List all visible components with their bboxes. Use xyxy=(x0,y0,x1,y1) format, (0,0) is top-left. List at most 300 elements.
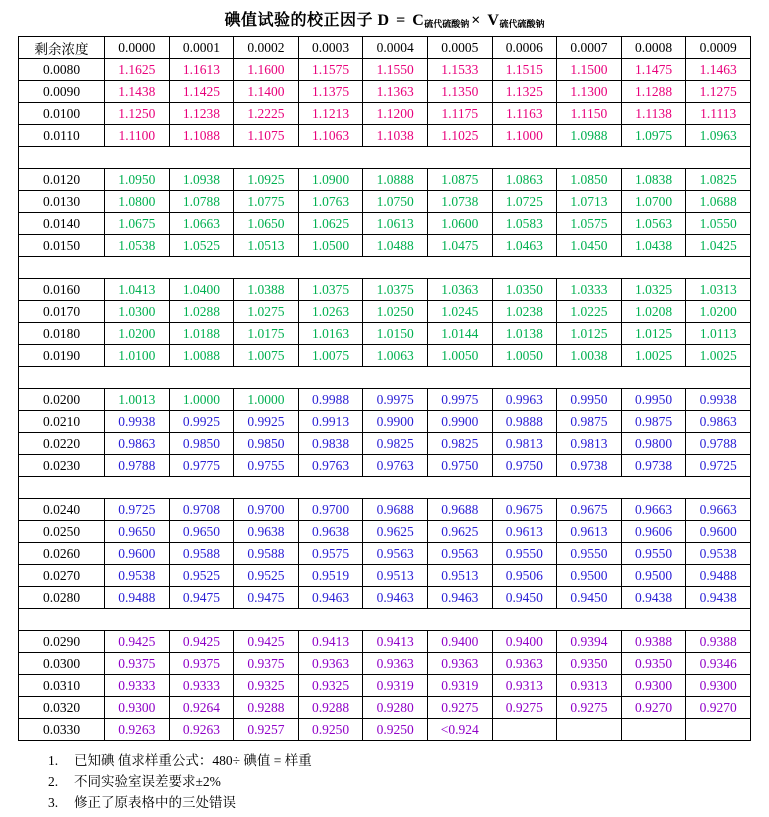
table-cell: 1.0200 xyxy=(105,323,170,345)
table-cell: 1.1213 xyxy=(298,103,363,125)
table-row xyxy=(19,125,751,147)
table-cell: 1.1288 xyxy=(621,81,686,103)
title-times-symbol: × xyxy=(471,12,481,29)
table-cell: 0.9613 xyxy=(492,521,557,543)
table-cell: 0.9538 xyxy=(686,543,751,565)
table-cell: 0.9375 xyxy=(234,653,299,675)
table-cell: 1.0100 xyxy=(105,345,170,367)
table-cell: 0.9725 xyxy=(105,499,170,521)
table-cell: 0.9413 xyxy=(363,631,428,653)
table-cell: 0.9275 xyxy=(427,697,492,719)
table-corner-header: 剩余浓度 xyxy=(19,37,105,59)
table-cell: 0.9663 xyxy=(621,499,686,521)
table-cell: 0.9925 xyxy=(169,411,234,433)
table-cell: 1.0025 xyxy=(621,345,686,367)
table-cell: 0.9650 xyxy=(169,521,234,543)
table-cell: 1.1350 xyxy=(427,81,492,103)
table-cell: 1.1088 xyxy=(169,125,234,147)
table-cell: 0.9925 xyxy=(234,411,299,433)
table-cell: 0.9363 xyxy=(492,653,557,675)
table-cell: 0.9538 xyxy=(105,565,170,587)
table-cell: 0.9250 xyxy=(298,719,363,741)
table-cell: 0.9700 xyxy=(234,499,299,521)
table-cell: 1.0175 xyxy=(234,323,299,345)
table-cell: 0.9888 xyxy=(492,411,557,433)
title-main-text: 碘值试验的校正因子 D xyxy=(224,12,395,29)
table-cell: 0.9838 xyxy=(298,433,363,455)
table-row xyxy=(19,279,751,301)
table-cell: 1.0413 xyxy=(105,279,170,301)
table-cell: 0.9825 xyxy=(427,433,492,455)
table-cell: 1.0325 xyxy=(621,279,686,301)
note-item xyxy=(48,771,751,792)
table-cell: 0.9500 xyxy=(621,565,686,587)
table-cell: 1.0375 xyxy=(298,279,363,301)
note-number: 3. xyxy=(48,795,59,810)
row-header: 0.0240 xyxy=(19,499,105,521)
table-cell: <0.924 xyxy=(427,719,492,741)
table-cell: 0.9563 xyxy=(427,543,492,565)
table-cell: 1.0425 xyxy=(686,235,751,257)
correction-factor-table xyxy=(18,36,751,741)
table-cell: 1.1038 xyxy=(363,125,428,147)
table-cell: 0.9825 xyxy=(363,433,428,455)
row-header: 0.0260 xyxy=(19,543,105,565)
table-cell: 0.9663 xyxy=(686,499,751,521)
table-cell: 0.9688 xyxy=(363,499,428,521)
row-header: 0.0170 xyxy=(19,301,105,323)
table-cell: 1.0525 xyxy=(169,235,234,257)
table-cell: 0.9813 xyxy=(557,433,622,455)
column-header: 0.0005 xyxy=(427,37,492,59)
title-c-symbol: C xyxy=(412,12,425,29)
table-row xyxy=(19,433,751,455)
table-cell: 1.0938 xyxy=(169,169,234,191)
table-cell: 1.0825 xyxy=(686,169,751,191)
table-cell: 1.0750 xyxy=(363,191,428,213)
table-cell: 0.9425 xyxy=(105,631,170,653)
table-header-row xyxy=(19,37,751,59)
table-cell: 0.9725 xyxy=(686,455,751,477)
table-cell: 0.9463 xyxy=(298,587,363,609)
table-cell: 1.0050 xyxy=(492,345,557,367)
row-header: 0.0140 xyxy=(19,213,105,235)
table-cell xyxy=(557,719,622,741)
table-cell: 0.9363 xyxy=(363,653,428,675)
table-cell: 1.1463 xyxy=(686,59,751,81)
table-cell: 1.0738 xyxy=(427,191,492,213)
table-cell: 0.9763 xyxy=(298,455,363,477)
table-cell: 0.9550 xyxy=(492,543,557,565)
title-v-symbol: V xyxy=(487,12,500,29)
table-group-spacer-cell xyxy=(19,609,751,631)
table-cell: 1.0050 xyxy=(427,345,492,367)
table-cell: 0.9350 xyxy=(621,653,686,675)
table-cell: 1.0550 xyxy=(686,213,751,235)
table-cell: 0.9400 xyxy=(492,631,557,653)
table-cell: 0.9463 xyxy=(427,587,492,609)
table-row xyxy=(19,631,751,653)
table-cell: 0.9250 xyxy=(363,719,428,741)
table-cell: 0.9763 xyxy=(363,455,428,477)
table-cell: 1.0200 xyxy=(686,301,751,323)
table-cell xyxy=(686,719,751,741)
table-cell: 1.1238 xyxy=(169,103,234,125)
table-cell: 0.9900 xyxy=(427,411,492,433)
table-cell: 1.1363 xyxy=(363,81,428,103)
table-cell: 0.9600 xyxy=(105,543,170,565)
table-cell: 1.0650 xyxy=(234,213,299,235)
table-cell: 0.9263 xyxy=(105,719,170,741)
table-group-spacer xyxy=(19,257,751,279)
table-header xyxy=(19,37,751,59)
table-cell: 0.9606 xyxy=(621,521,686,543)
table-cell: 0.9788 xyxy=(686,433,751,455)
row-header: 0.0110 xyxy=(19,125,105,147)
table-row xyxy=(19,565,751,587)
table-cell: 1.1000 xyxy=(492,125,557,147)
table-cell: 0.9394 xyxy=(557,631,622,653)
table-cell: 0.9863 xyxy=(686,411,751,433)
table-cell: 1.0288 xyxy=(169,301,234,323)
table-cell: 0.9450 xyxy=(557,587,622,609)
table-cell: 0.9588 xyxy=(169,543,234,565)
table-cell: 0.9325 xyxy=(298,675,363,697)
table-cell: 1.1025 xyxy=(427,125,492,147)
row-header: 0.0150 xyxy=(19,235,105,257)
table-cell: 1.0245 xyxy=(427,301,492,323)
table-cell: 1.0763 xyxy=(298,191,363,213)
table-cell: 0.9333 xyxy=(169,675,234,697)
table-cell: 0.9513 xyxy=(363,565,428,587)
table-cell: 1.0950 xyxy=(105,169,170,191)
notes-list xyxy=(48,750,751,813)
table-cell: 0.9325 xyxy=(234,675,299,697)
table-cell: 1.0333 xyxy=(557,279,622,301)
table-cell: 0.9400 xyxy=(427,631,492,653)
row-header: 0.0230 xyxy=(19,455,105,477)
table-cell: 1.0500 xyxy=(298,235,363,257)
table-group-spacer xyxy=(19,367,751,389)
table-cell: 1.0488 xyxy=(363,235,428,257)
table-cell: 1.0063 xyxy=(363,345,428,367)
table-row xyxy=(19,81,751,103)
table-group-spacer-cell xyxy=(19,477,751,499)
table-cell: 0.9425 xyxy=(169,631,234,653)
table-cell: 0.9300 xyxy=(686,675,751,697)
table-cell: 1.0363 xyxy=(427,279,492,301)
title-c-subscript: 硫代硫酸钠 xyxy=(424,19,470,29)
table-cell: 1.0138 xyxy=(492,323,557,345)
row-header: 0.0100 xyxy=(19,103,105,125)
table-cell: 1.1063 xyxy=(298,125,363,147)
note-item xyxy=(48,750,751,771)
table-cell: 0.9319 xyxy=(427,675,492,697)
row-header: 0.0250 xyxy=(19,521,105,543)
table-cell: 1.0125 xyxy=(557,323,622,345)
row-header: 0.0080 xyxy=(19,59,105,81)
table-cell: 1.0375 xyxy=(363,279,428,301)
table-cell: 0.9750 xyxy=(492,455,557,477)
table-cell: 1.0113 xyxy=(686,323,751,345)
table-cell: 1.0013 xyxy=(105,389,170,411)
table-cell: 1.0025 xyxy=(686,345,751,367)
table-cell: 0.9875 xyxy=(557,411,622,433)
row-header: 0.0200 xyxy=(19,389,105,411)
table-cell: 1.0225 xyxy=(557,301,622,323)
column-header: 0.0004 xyxy=(363,37,428,59)
table-cell: 0.9463 xyxy=(363,587,428,609)
table-cell: 0.9425 xyxy=(234,631,299,653)
table-cell: 1.1515 xyxy=(492,59,557,81)
table-cell: 0.9333 xyxy=(105,675,170,697)
table-cell: 1.0350 xyxy=(492,279,557,301)
table-cell: 0.9280 xyxy=(363,697,428,719)
table-cell: 0.9550 xyxy=(557,543,622,565)
table-cell xyxy=(492,719,557,741)
table-cell: 1.0513 xyxy=(234,235,299,257)
table-cell: 1.0875 xyxy=(427,169,492,191)
column-header: 0.0003 xyxy=(298,37,363,59)
table-cell: 1.0000 xyxy=(234,389,299,411)
row-header: 0.0160 xyxy=(19,279,105,301)
table-cell: 0.9270 xyxy=(621,697,686,719)
table-cell: 1.0963 xyxy=(686,125,751,147)
table-cell: 1.1175 xyxy=(427,103,492,125)
table-cell: 0.9363 xyxy=(427,653,492,675)
table-row xyxy=(19,543,751,565)
table-cell: 0.9638 xyxy=(298,521,363,543)
table-cell: 0.9913 xyxy=(298,411,363,433)
table-cell: 0.9755 xyxy=(234,455,299,477)
table-cell: 1.0125 xyxy=(621,323,686,345)
table-group-spacer xyxy=(19,147,751,169)
table-cell: 0.9950 xyxy=(621,389,686,411)
table-cell: 0.9900 xyxy=(363,411,428,433)
note-number: 2. xyxy=(48,774,59,789)
table-cell: 0.9475 xyxy=(169,587,234,609)
table-cell: 0.9288 xyxy=(234,697,299,719)
table-cell: 1.2225 xyxy=(234,103,299,125)
column-header: 0.0007 xyxy=(557,37,622,59)
table-cell: 1.0538 xyxy=(105,235,170,257)
table-cell: 1.0988 xyxy=(557,125,622,147)
row-header: 0.0190 xyxy=(19,345,105,367)
table-cell: 0.9700 xyxy=(298,499,363,521)
table-cell: 0.9488 xyxy=(686,565,751,587)
table-cell: 0.9313 xyxy=(557,675,622,697)
table-cell: 0.9519 xyxy=(298,565,363,587)
table-cell: 1.1575 xyxy=(298,59,363,81)
table-cell: 0.9675 xyxy=(557,499,622,521)
table-cell: 0.9975 xyxy=(427,389,492,411)
column-header: 0.0002 xyxy=(234,37,299,59)
table-cell: 0.9938 xyxy=(686,389,751,411)
table-cell: 1.1113 xyxy=(686,103,751,125)
row-header: 0.0220 xyxy=(19,433,105,455)
table-cell: 0.9988 xyxy=(298,389,363,411)
table-cell: 0.9650 xyxy=(105,521,170,543)
table-cell: 0.9600 xyxy=(686,521,751,543)
table-cell: 1.0613 xyxy=(363,213,428,235)
column-header: 0.0009 xyxy=(686,37,751,59)
table-cell: 1.0263 xyxy=(298,301,363,323)
note-text: 不同实验室误差要求±2% xyxy=(74,774,221,789)
table-cell: 0.9313 xyxy=(492,675,557,697)
table-cell: 0.9275 xyxy=(492,697,557,719)
table-cell: 1.1500 xyxy=(557,59,622,81)
row-header: 0.0120 xyxy=(19,169,105,191)
table-cell: 0.9488 xyxy=(105,587,170,609)
table-cell: 0.9346 xyxy=(686,653,751,675)
table-cell: 1.0888 xyxy=(363,169,428,191)
table-cell: 1.1475 xyxy=(621,59,686,81)
table-cell: 0.9375 xyxy=(105,653,170,675)
table-cell: 1.0600 xyxy=(427,213,492,235)
table-cell: 1.0625 xyxy=(298,213,363,235)
table-cell: 1.0438 xyxy=(621,235,686,257)
column-header: 0.0001 xyxy=(169,37,234,59)
row-header: 0.0280 xyxy=(19,587,105,609)
column-header: 0.0006 xyxy=(492,37,557,59)
title-v-subscript: 硫代硫酸钠 xyxy=(499,19,545,29)
table-cell: 0.9263 xyxy=(169,719,234,741)
table-row xyxy=(19,411,751,433)
table-cell: 1.1200 xyxy=(363,103,428,125)
table-cell: 1.1533 xyxy=(427,59,492,81)
table-cell: 0.9388 xyxy=(686,631,751,653)
table-row xyxy=(19,235,751,257)
column-header: 0.0000 xyxy=(105,37,170,59)
table-cell: 0.9513 xyxy=(427,565,492,587)
note-number: 1. xyxy=(48,753,59,768)
table-cell: 1.0388 xyxy=(234,279,299,301)
table-cell: 1.0688 xyxy=(686,191,751,213)
table-cell: 1.1250 xyxy=(105,103,170,125)
table-cell: 1.0788 xyxy=(169,191,234,213)
table-cell: 1.0663 xyxy=(169,213,234,235)
table-cell: 1.0275 xyxy=(234,301,299,323)
table-cell: 0.9750 xyxy=(427,455,492,477)
table-cell: 1.0713 xyxy=(557,191,622,213)
table-cell: 1.0313 xyxy=(686,279,751,301)
table-row xyxy=(19,675,751,697)
table-cell: 0.9863 xyxy=(105,433,170,455)
table-cell: 0.9875 xyxy=(621,411,686,433)
table-cell: 1.0300 xyxy=(105,301,170,323)
table-cell: 0.9300 xyxy=(105,697,170,719)
table-row xyxy=(19,345,751,367)
table-cell: 0.9475 xyxy=(234,587,299,609)
table-cell: 1.1300 xyxy=(557,81,622,103)
table-cell: 0.9450 xyxy=(492,587,557,609)
title-equals: = xyxy=(396,12,406,29)
note-text: 修正了原表格中的三处错误 xyxy=(74,795,236,810)
table-cell: 1.1425 xyxy=(169,81,234,103)
table-cell: 1.0450 xyxy=(557,235,622,257)
table-cell: 1.0850 xyxy=(557,169,622,191)
row-header: 0.0180 xyxy=(19,323,105,345)
table-cell: 1.0475 xyxy=(427,235,492,257)
table-cell: 0.9738 xyxy=(557,455,622,477)
table-row xyxy=(19,697,751,719)
table-cell: 0.9963 xyxy=(492,389,557,411)
page-title xyxy=(18,0,751,36)
table-cell: 1.0038 xyxy=(557,345,622,367)
table-cell: 1.0800 xyxy=(105,191,170,213)
table-cell: 0.9850 xyxy=(169,433,234,455)
table-row xyxy=(19,169,751,191)
table-cell: 0.9388 xyxy=(621,631,686,653)
table-cell: 0.9375 xyxy=(169,653,234,675)
table-cell xyxy=(621,719,686,741)
row-header: 0.0270 xyxy=(19,565,105,587)
table-cell: 0.9275 xyxy=(557,697,622,719)
table-cell: 1.0575 xyxy=(557,213,622,235)
table-cell: 0.9350 xyxy=(557,653,622,675)
table-row xyxy=(19,653,751,675)
table-cell: 0.9813 xyxy=(492,433,557,455)
table-cell: 1.0463 xyxy=(492,235,557,257)
table-cell: 0.9257 xyxy=(234,719,299,741)
table-row xyxy=(19,521,751,543)
table-cell: 0.9319 xyxy=(363,675,428,697)
table-cell: 0.9708 xyxy=(169,499,234,521)
table-cell: 0.9625 xyxy=(427,521,492,543)
table-cell: 0.9738 xyxy=(621,455,686,477)
table-cell: 1.1100 xyxy=(105,125,170,147)
table-cell: 0.9270 xyxy=(686,697,751,719)
table-cell: 1.0725 xyxy=(492,191,557,213)
table-cell: 1.1438 xyxy=(105,81,170,103)
table-cell: 1.0900 xyxy=(298,169,363,191)
table-cell: 0.9525 xyxy=(169,565,234,587)
table-row xyxy=(19,103,751,125)
table-cell: 0.9550 xyxy=(621,543,686,565)
table-cell: 1.0700 xyxy=(621,191,686,213)
table-cell: 0.9775 xyxy=(169,455,234,477)
table-group-spacer-cell xyxy=(19,257,751,279)
note-text: 已知碘 值求样重公式：480÷ 碘值 = 样重 xyxy=(74,753,312,768)
table-cell: 1.0675 xyxy=(105,213,170,235)
table-cell: 0.9625 xyxy=(363,521,428,543)
row-header: 0.0290 xyxy=(19,631,105,653)
table-cell: 1.1600 xyxy=(234,59,299,81)
column-header: 0.0008 xyxy=(621,37,686,59)
table-cell: 1.0563 xyxy=(621,213,686,235)
row-header: 0.0320 xyxy=(19,697,105,719)
table-row xyxy=(19,59,751,81)
table-cell: 0.9438 xyxy=(686,587,751,609)
table-cell: 0.9438 xyxy=(621,587,686,609)
table-cell: 1.1325 xyxy=(492,81,557,103)
table-cell: 1.0144 xyxy=(427,323,492,345)
table-cell: 0.9264 xyxy=(169,697,234,719)
table-group-spacer xyxy=(19,609,751,631)
table-cell: 0.9525 xyxy=(234,565,299,587)
table-cell: 1.1375 xyxy=(298,81,363,103)
table-cell: 0.9300 xyxy=(621,675,686,697)
table-cell: 1.1275 xyxy=(686,81,751,103)
table-cell: 0.9575 xyxy=(298,543,363,565)
row-header: 0.0210 xyxy=(19,411,105,433)
table-cell: 0.9975 xyxy=(363,389,428,411)
table-cell: 1.0975 xyxy=(621,125,686,147)
table-cell: 0.9638 xyxy=(234,521,299,543)
table-cell: 1.0088 xyxy=(169,345,234,367)
row-header: 0.0310 xyxy=(19,675,105,697)
table-cell: 1.0163 xyxy=(298,323,363,345)
